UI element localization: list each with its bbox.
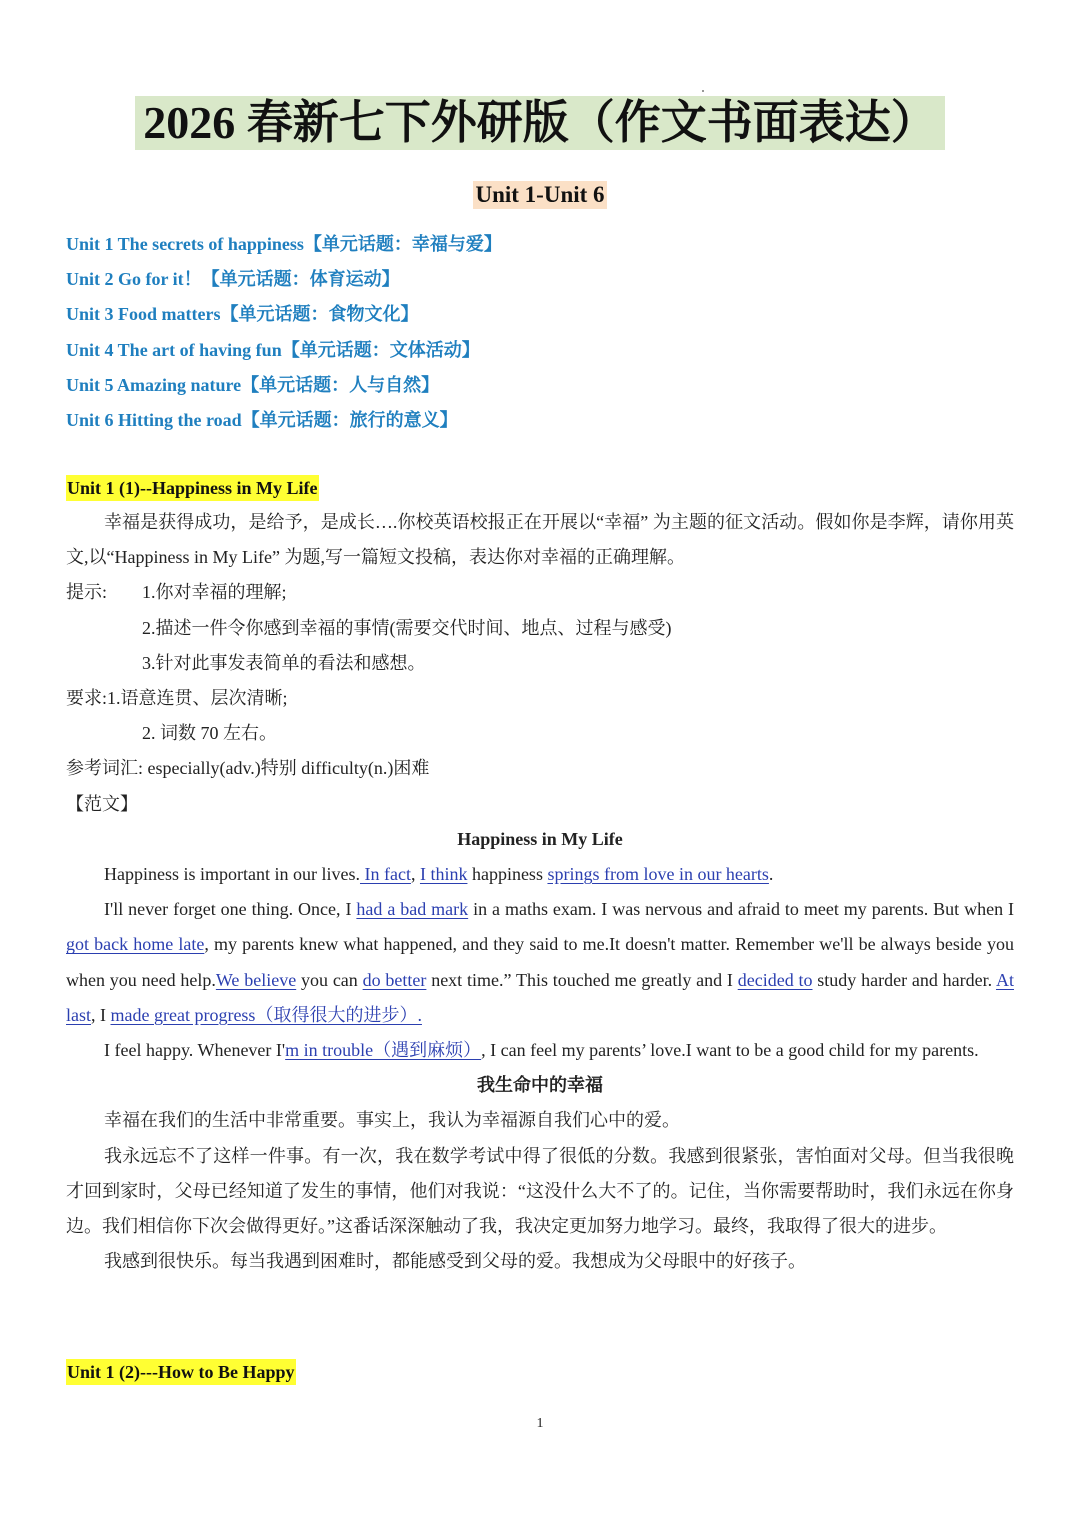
essay-paragraph-1: Happiness is important in our lives. In fact, I think happiness springs from love in our hearts. bbox=[104, 864, 774, 885]
hint-item-1: 1.你对幸福的理解; bbox=[142, 582, 287, 603]
phrase-i-think: I think bbox=[419, 864, 468, 885]
document-title: 2026 春新七下外研版（作文书面表达） bbox=[135, 96, 945, 150]
section-heading-unit1-1: Unit 1 (1)--Happiness in My Life bbox=[66, 475, 319, 501]
phrase-decided-to: decided to bbox=[737, 969, 813, 990]
phrase-at-last: At last bbox=[66, 969, 1014, 1025]
toc-item-unit-4: Unit 4 The art of having fun【单元话题：文体活动】 bbox=[66, 339, 480, 360]
toc-item-unit-1: Unit 1 The secrets of happiness【单元话题：幸福与爱】 bbox=[66, 234, 502, 254]
task-prompt bbox=[66, 505, 1014, 1279]
document-subtitle: Unit 1-Unit 6 bbox=[475, 182, 605, 207]
reference-vocabulary: 参考词汇: especially(adv.)特别 difficulty(n.)困难 bbox=[66, 758, 430, 779]
translation-paragraph-3: 我感到很快乐。每当我遇到困难时，都能感受到父母的爱。我想成为父母眼中的好孩子。 bbox=[104, 1251, 806, 1272]
translation-paragraph-1: 幸福在我们的生活中非常重要。事实上，我认为幸福源自我们心中的爱。 bbox=[104, 1110, 680, 1131]
phrase-bad-mark: had a bad mark bbox=[356, 899, 469, 920]
requirement-2: 2. 词数 70 左右。 bbox=[142, 723, 277, 744]
essay-title: Happiness in My Life bbox=[457, 828, 623, 849]
toc-item-unit-5: Unit 5 Amazing nature【单元话题：人与自然】 bbox=[66, 374, 440, 395]
table-of-contents bbox=[66, 227, 502, 438]
hint-label: 提示: bbox=[66, 582, 108, 603]
toc-item-unit-6: Unit 6 Hitting the road【单元话题：旅行的意义】 bbox=[66, 410, 458, 431]
phrase-springs-from: springs from love in our hearts bbox=[547, 864, 769, 885]
hint-row bbox=[66, 575, 1014, 610]
essay-paragraph-2: I'll never forget one thing. Once, I had a bad mark in a maths exam. I was nervous and afraid to meet my parents. But when I got back home late, my parents knew what happened, and they said to me.It doesn't matter. Remember we'll be always beside you when you need help.We believe you can do better next time.” This touched me greatly and I decided to study harder and harder. At last, I made great progress（取得很大的进步）. bbox=[66, 899, 1014, 1025]
scan-dot bbox=[702, 90, 704, 92]
toc-item-unit-3: Unit 3 Food matters【单元话题：食物文化】 bbox=[66, 304, 419, 325]
phrase-got-back-home: got back home late bbox=[66, 934, 205, 955]
essay-paragraph-3: I feel happy. Whenever I'm in trouble（遇到麻烦）, I can feel my parents’ love.I want to be a good child for my parents. bbox=[104, 1040, 979, 1061]
page-number: 1 bbox=[536, 1416, 544, 1431]
toc-item-unit-2: Unit 2 Go for it！【单元话题：体育运动】 bbox=[66, 269, 400, 290]
phrase-in-trouble: m in trouble（遇到麻烦） bbox=[285, 1040, 482, 1061]
phrase-great-progress: made great progress（取得很大的进步）. bbox=[110, 1004, 422, 1025]
translation-title: 我生命中的幸福 bbox=[477, 1075, 603, 1097]
requirement-1: 要求:1.语意连贯、层次清晰; bbox=[66, 688, 288, 709]
task-intro: 幸福是获得成功，是给予，是成长….你校英语校报正在开展以“幸福” 为主题的征文活动。假如你是李辉，请你用英文,以“Happiness in My Life” 为题,写一篇短文投稿，表达你对幸福的正确理解。 bbox=[66, 512, 1014, 568]
phrase-we-believe: We believe bbox=[215, 969, 297, 990]
sample-label: 【范文】 bbox=[66, 793, 138, 814]
section-heading-unit1-2: Unit 1 (2)---How to Be Happy bbox=[66, 1359, 296, 1385]
hint-item-2: 2.描述一件令你感到幸福的事情(需要交代时间、地点、过程与感受) bbox=[142, 617, 672, 638]
translation-paragraph-2: 我永远忘不了这样一件事。有一次，我在数学考试中得了很低的分数。我感到很紧张，害怕面对父母。但当我很晚才回到家时，父母已经知道了发生的事情，他们对我说：“这没什么大不了的。记住，当你需要帮助时，我们永远在你身边。我们相信你下次会做得更好。”这番话深深触动了我，我决定更加努力地学习。最终，我取得了很大的进步。 bbox=[66, 1145, 1014, 1237]
hint-item-3: 3.针对此事发表简单的看法和感想。 bbox=[142, 652, 426, 673]
phrase-in-fact: In fact bbox=[359, 864, 411, 885]
phrase-do-better: do better bbox=[362, 969, 427, 990]
